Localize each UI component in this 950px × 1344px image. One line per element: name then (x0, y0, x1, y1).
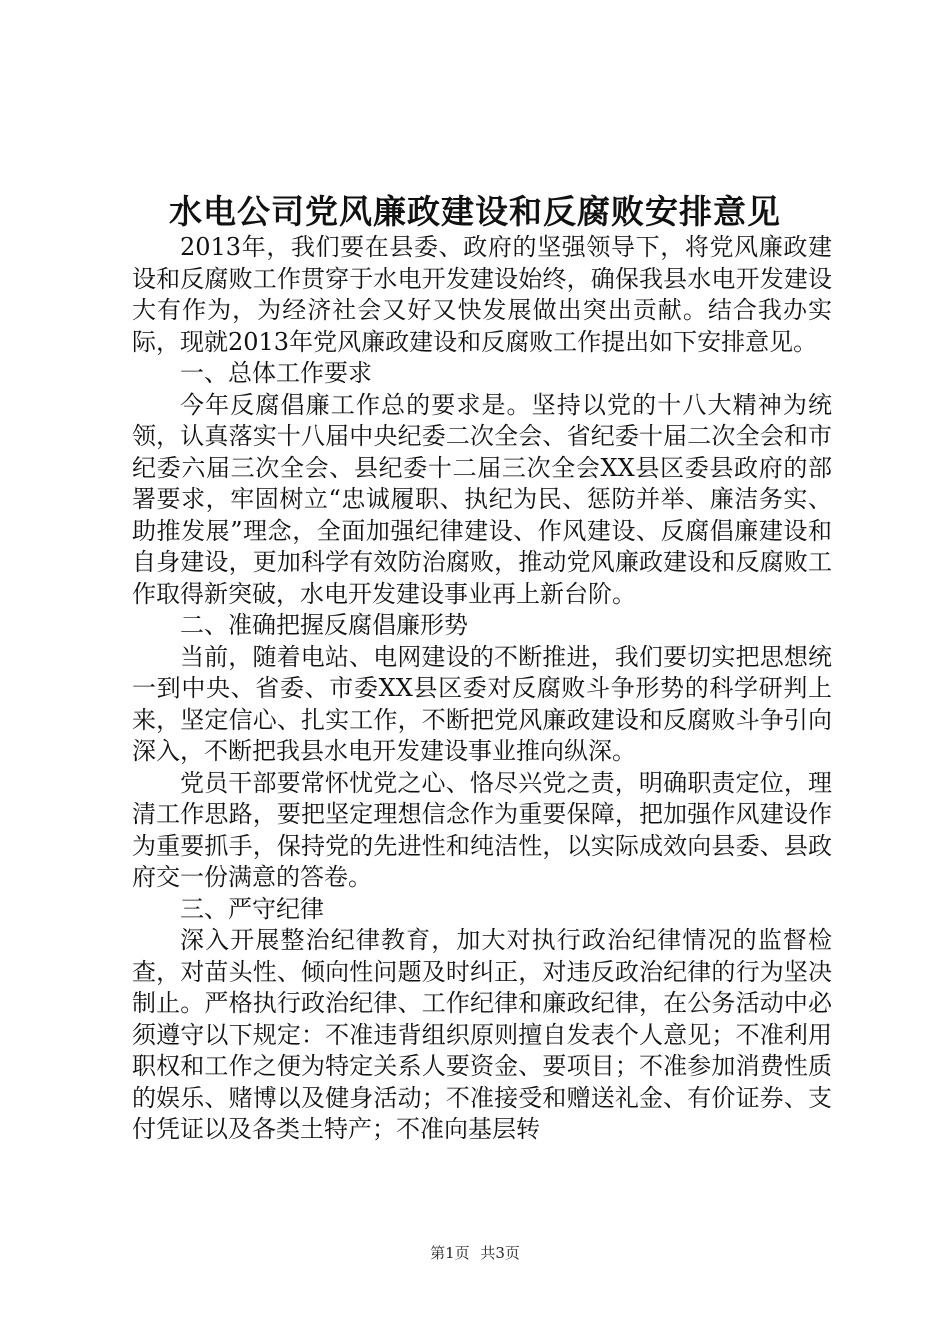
section-3-paragraph: 深入开展整治纪律教育，加大对执行政治纪律情况的监督检查，对苗头性、倾向性问题及时纠正，对违反政治纪律的行为坚决制止。严格执行政治纪律、工作纪律和廉政纪律，在公务活动中必须遵守以下规定：不准违背组织原则擅自发表个人意见；不准利用职权和工作之便为特定关系人要资金、要项目；不准参加消费性质的娱乐、赌博以及健身活动；不准接受和赠送礼金、有价证券、支付凭证以及各类土特产；不准向基层转 (132, 926, 832, 1143)
page-footer (0, 1242, 950, 1263)
section-2-paragraph-1: 当前，随着电站、电网建设的不断推进，我们要切实把思想统一到中央、省委、市委XX县区委对反腐败斗争形势的科学研判上来，坚定信心、扎实工作，不断把党风廉政建设和反腐败斗争引向深入，不断把我县水电开发建设事业推向纵深。 (132, 642, 832, 765)
document-body (132, 232, 832, 1146)
intro-paragraph: 2013年，我们要在县委、政府的坚强领导下，将党风廉政建设和反腐败工作贯穿于水电开发建设始终，确保我县水电开发建设大有作为，为经济社会又好又快发展做出突出贡献。结合我办实际，现就2013年党风廉政建设和反腐败工作提出如下安排意见。 (132, 233, 832, 356)
section-1-paragraph: 今年反腐倡廉工作总的要求是。坚持以党的十八大精神为统领，认真落实十八届中央纪委二次全会、省纪委十届二次全会和市纪委六届三次全会、县纪委十二届三次全会XX县区委县政府的部署要求，牢固树立“忠诚履职、执纪为民、惩防并举、廉洁务实、助推发展”理念，全面加强纪律建设、作风建设、反腐倡廉建设和自身建设，更加科学有效防治腐败，推动党风廉政建设和反腐败工作取得新突破，水电开发建设事业再上新台阶。 (132, 390, 832, 608)
page-number: 第1页 (430, 1244, 470, 1262)
page-total: 共3页 (480, 1244, 520, 1262)
section-heading-2: 二、准确把握反腐倡廉形势 (180, 611, 468, 639)
document-title: 水电公司党风廉政建设和反腐败安排意见 (169, 192, 781, 231)
section-heading-3: 三、严守纪律 (180, 894, 324, 923)
section-heading-1: 一、总体工作要求 (180, 359, 372, 387)
section-2-paragraph-2: 党员干部要常怀忧党之心、恪尽兴党之责，明确职责定位，理清工作思路，要把坚定理想信念作为重要保障，把加强作风建设作为重要抓手，保持党的先进性和纯洁性，以实际成效向县委、县政府交一份满意的答卷。 (132, 768, 832, 891)
